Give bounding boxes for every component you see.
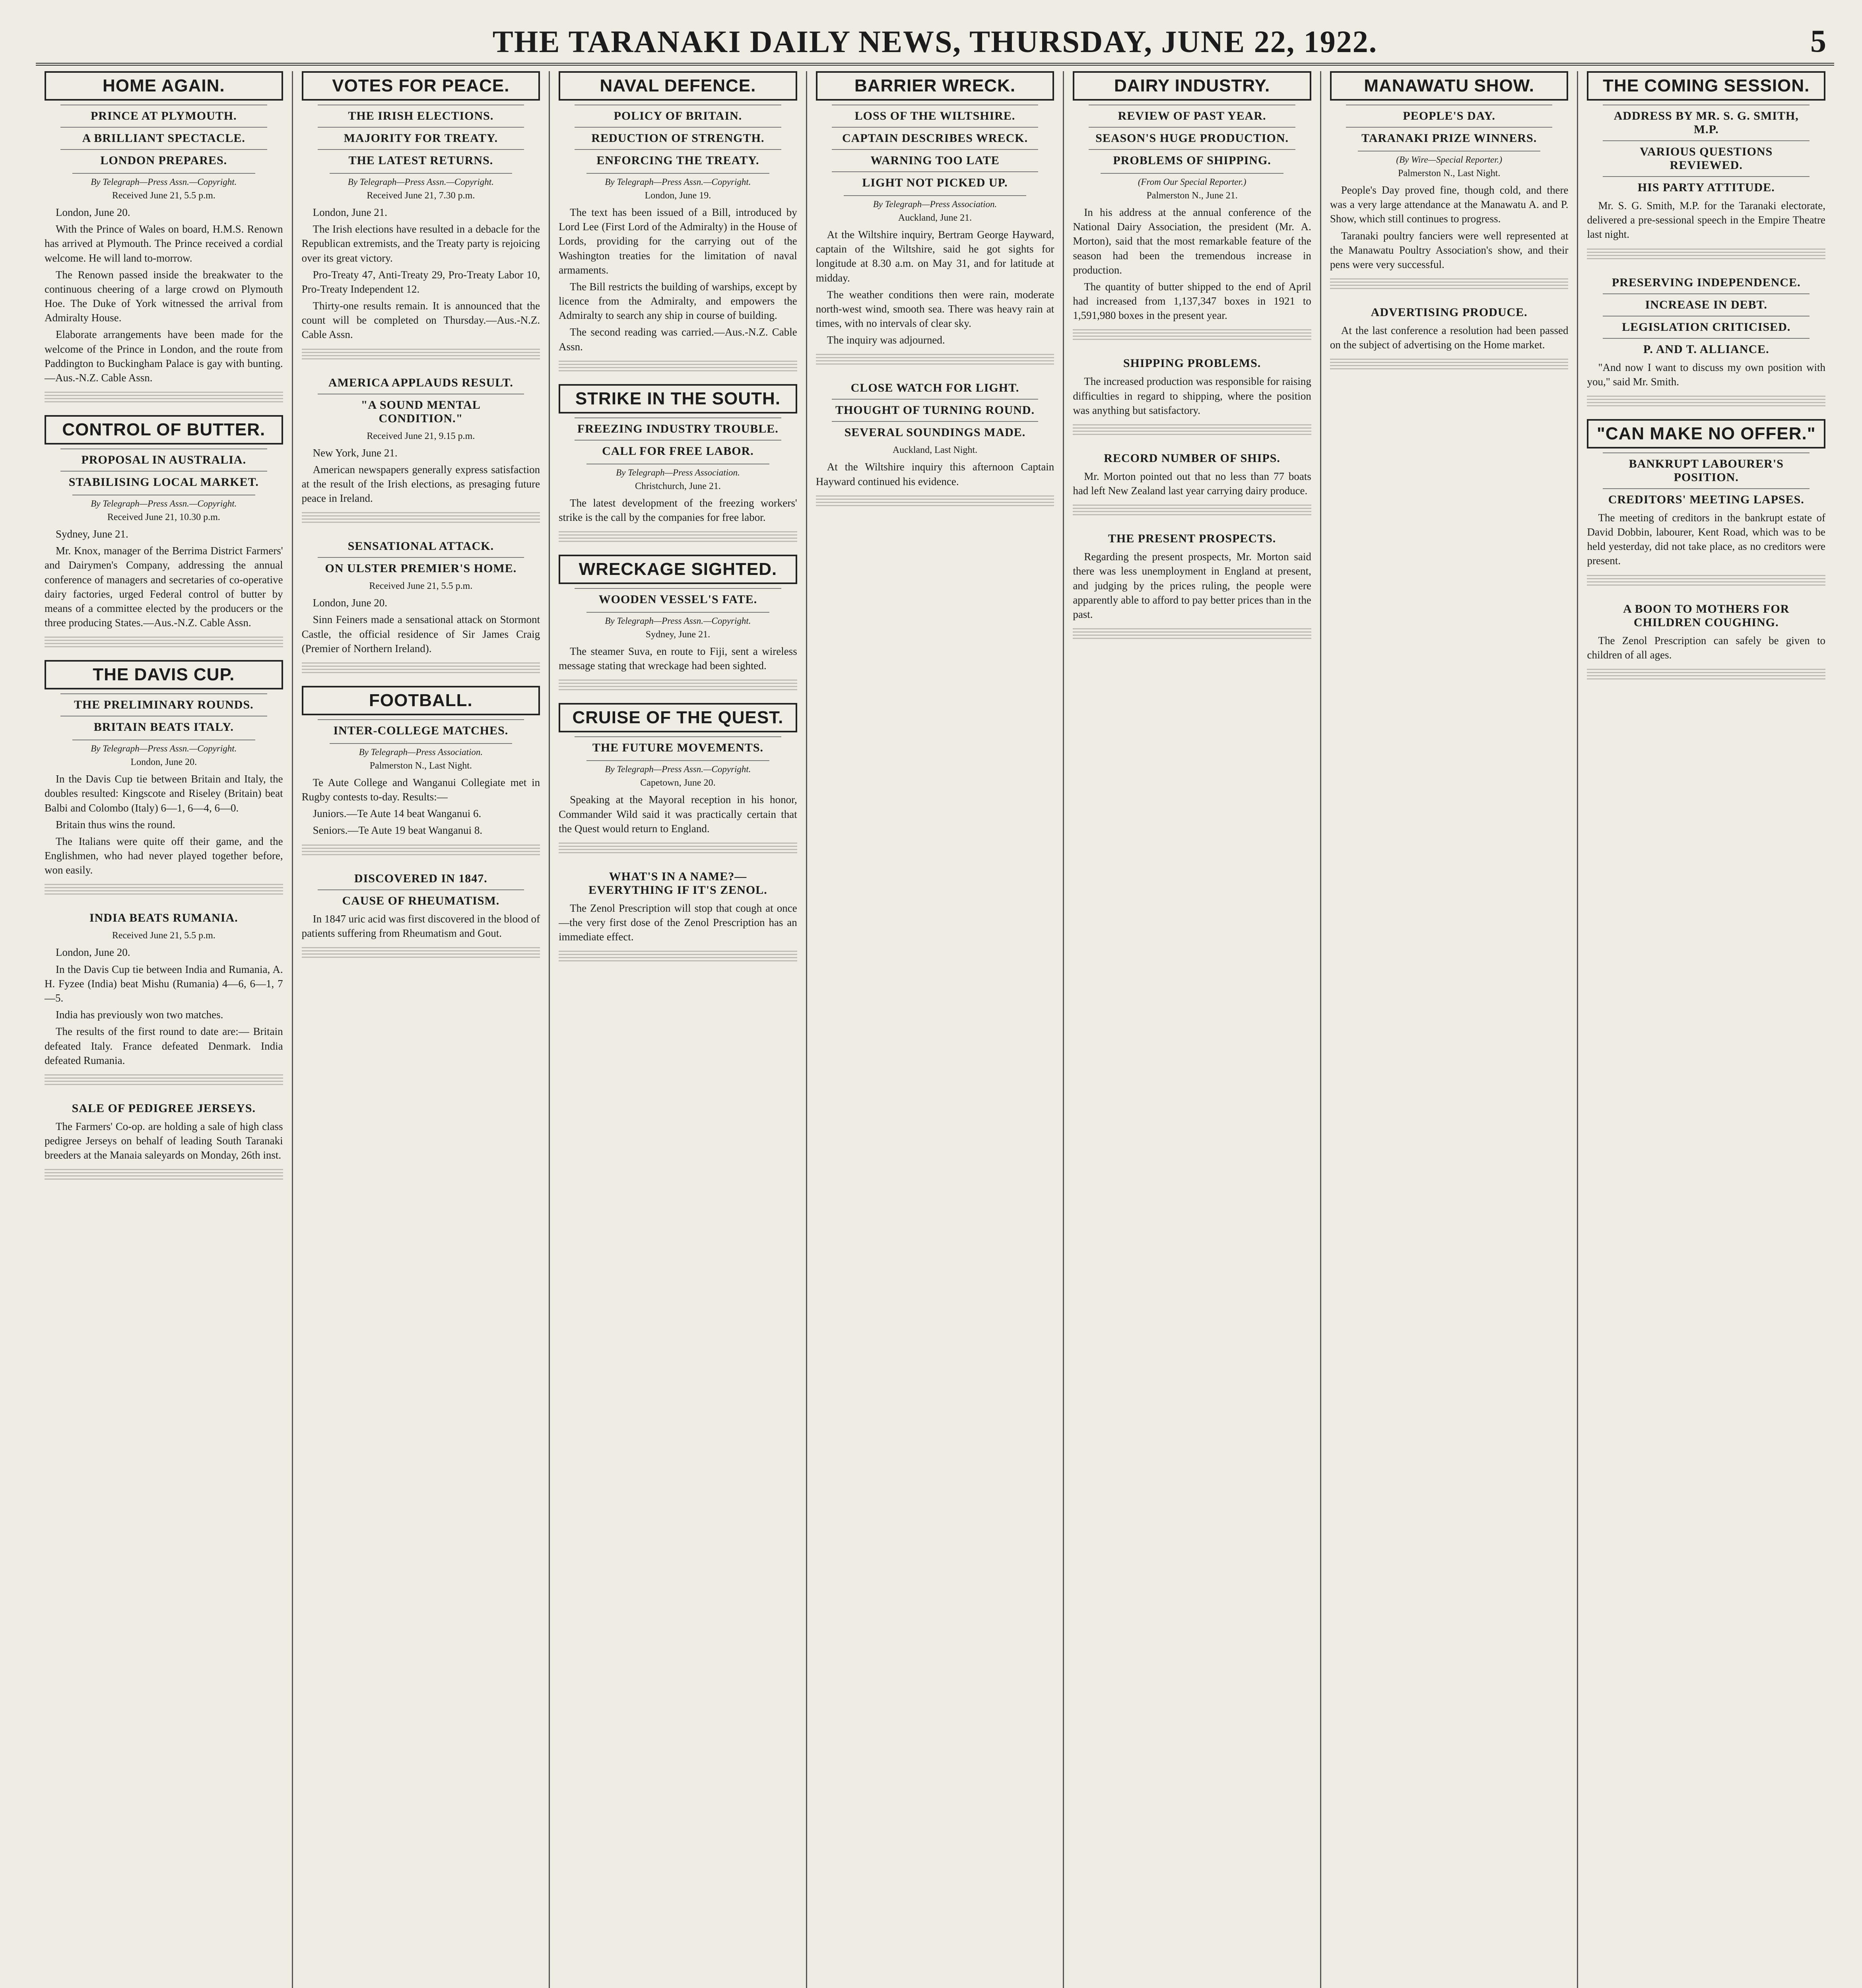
column-3 (550, 71, 807, 1988)
article-subheading: AMERICA APPLAUDS RESULT. (328, 376, 513, 389)
article-subheading: ENFORCING THE TREATY. (575, 149, 781, 171)
article-paragraph: In 1847 uric acid was first discovered in the blood of patients suffering from Rheumatism and Gout. (301, 912, 540, 939)
article-paragraph: The inquiry was adjourned. (827, 334, 945, 346)
article-received-line: Auckland, June 21. (898, 213, 972, 223)
article (45, 1098, 283, 1182)
article-paragraph: In the Davis Cup tie between Britain and Italy, the doubles resulted: Kingscote and Riseley (Britain) beat Balbi and Colombo (Italy) 6—1, 6—4, 6—0. (45, 773, 283, 814)
article-headline: DAIRY INDUSTRY. (1073, 71, 1311, 101)
column-grid (36, 71, 1834, 1988)
article (302, 868, 540, 959)
article-paragraph: India has previously won two matches. (56, 1009, 223, 1021)
article-subheading: CALL FOR FREE LABOR. (575, 440, 781, 462)
article-paragraph: London, June 20. (313, 597, 388, 609)
article-received-line: Palmerston N., Last Night. (369, 760, 472, 771)
article-paragraph: Regarding the present prospects, Mr. Morton said there was less unemployment in England at present, and judging by the prices ruling, the people were apparently able to afford to pay better prices than in the past. (1073, 551, 1311, 620)
article-paragraph: Mr. Morton pointed out that no less than 77 boats had left New Zealand last year carrying dairy produce. (1073, 470, 1311, 497)
article (559, 555, 797, 692)
article (1073, 353, 1311, 437)
body-text-block (1330, 357, 1569, 371)
article-received-line: Received June 21, 5.5 p.m. (369, 581, 473, 592)
column-1 (36, 71, 293, 1988)
article-subheading: WHAT'S IN A NAME?—EVERYTHING IF IT'S ZENOL. (588, 870, 767, 897)
article-subheading: INTER-COLLEGE MATCHES. (318, 719, 524, 742)
article-paragraph: London, June 20. (56, 946, 130, 959)
article-headline: CRUISE OF THE QUEST. (559, 703, 797, 732)
article-dateline: By Telegraph—Press Assn.—Copyright. (330, 173, 513, 189)
article (559, 384, 797, 544)
article-subheading: LIGHT NOT PICKED UP. (832, 171, 1039, 194)
article-dateline: By Telegraph—Press Assn.—Copyright. (72, 173, 255, 189)
article-subheading: SENSATIONAL ATTACK. (348, 540, 494, 553)
article (559, 71, 797, 373)
article-paragraph: London, June 21. (313, 206, 388, 218)
article-paragraph: The Farmers' Co-op. are holding a sale of high class pedigree Jerseys on behalf of leading South Taranaki breeders at the Manaia saleyards on Monday, 26th inst. (45, 1120, 283, 1161)
body-text-block (302, 945, 540, 959)
article-subheading: PEOPLE'S DAY. (1346, 105, 1553, 127)
article-headline: "CAN MAKE NO OFFER." (1587, 419, 1825, 448)
article-paragraph: At the Wiltshire inquiry, Bertram George Hayward, captain of the Wiltshire, said he got sights for longitude at 8.30 a.m. on May 31, and for latitude at midday. (815, 229, 1054, 284)
article-received-line: Capetown, June 20. (640, 778, 716, 788)
article-subheading: REDUCTION OF STRENGTH. (575, 127, 781, 149)
article-received-line: Received June 21, 5.5 p.m. (112, 190, 216, 201)
article-received-line: Palmerston N., Last Night. (1398, 168, 1501, 179)
article-headline: FOOTBALL. (302, 686, 540, 715)
article-headline: BARRIER WRECK. (816, 71, 1054, 101)
body-text-block (1073, 327, 1311, 342)
article (45, 660, 283, 896)
body-text-block (45, 1072, 283, 1087)
article-paragraph: Speaking at the Mayoral reception in his honor, Commander Wild said it was practically certain that the Quest would return to England. (559, 794, 797, 835)
article (302, 372, 540, 525)
body-text-block (45, 1167, 283, 1181)
article-subheading: LONDON PREPARES. (60, 149, 267, 171)
article-paragraph: The second reading was carried.—Aus.-N.Z. Cable Assn. (559, 326, 797, 353)
body-text-block (1587, 573, 1825, 587)
article-subheading: THE LATEST RETURNS. (318, 149, 524, 171)
article-received-line: Christchurch, June 21. (635, 481, 721, 491)
article-subheading: A BRILLIANT SPECTACLE. (60, 127, 267, 149)
body-text-block (559, 359, 797, 373)
column-2 (293, 71, 550, 1988)
article-subheading: SEASON'S HUGE PRODUCTION. (1089, 127, 1295, 149)
article-paragraph: The results of the first round to date are:— Britain defeated Italy. France defeated Denmark. India defeated Rumania. (45, 1025, 283, 1066)
body-text-block (816, 493, 1054, 508)
article-subheading: "A SOUND MENTAL CONDITION." (318, 394, 524, 429)
article-subheading: ADDRESS BY MR. S. G. SMITH, M.P. (1603, 105, 1810, 140)
article-subheading: CAPTAIN DESCRIBES WRECK. (832, 127, 1039, 149)
article-paragraph: Seniors.—Te Aute 19 beat Wanganui 8. (313, 824, 483, 837)
article (45, 71, 283, 404)
article (1587, 71, 1825, 261)
article-paragraph: With the Prince of Wales on board, H.M.S. Renown has arrived at Plymouth. The Prince received a cordial welcome. He will land to-morrow. (45, 223, 283, 264)
article-subheading: ADVERTISING PRODUCE. (1371, 306, 1528, 319)
article-dateline: (From Our Special Reporter.) (1101, 173, 1283, 189)
article (559, 703, 797, 855)
article-subheading: HIS PARTY ATTITUDE. (1603, 176, 1810, 198)
article-paragraph: Te Aute College and Wanganui Collegiate met in Rugby contests to-day. Results:— (301, 776, 540, 803)
article-headline: MANAWATU SHOW. (1330, 71, 1569, 101)
masthead-title: THE TARANAKI DAILY NEWS, THURSDAY, JUNE 22, 1922. (492, 24, 1378, 59)
article-paragraph: The steamer Suva, en route to Fiji, sent a wireless message stating that wreckage had been sighted. (559, 645, 797, 672)
body-text-block (1073, 503, 1311, 517)
column-6 (1321, 71, 1579, 1988)
body-text-block (559, 529, 797, 544)
article-paragraph: The Zenol Prescription can safely be given to children of all ages. (1587, 634, 1826, 661)
article-subheading: A BOON TO MOTHERS FOR CHILDREN COUGHING. (1623, 602, 1790, 629)
article (1073, 528, 1311, 641)
article-paragraph: American newspapers generally express satisfaction at the result of the Irish elections, as presaging future peace in Ireland. (301, 463, 540, 505)
article-paragraph: The weather conditions then were rain, moderate north-west wind, smooth sea. There was heavy rain at times, with no intervals of clear sky. (815, 288, 1054, 330)
article-paragraph: The latest development of the freezing workers' strike is the call by the companies for free labor. (559, 497, 797, 523)
article-subheading: SALE OF PEDIGREE JERSEYS. (72, 1101, 256, 1115)
article-paragraph: Sinn Feiners made a sensational attack on Stormont Castle, the official residence of Sir James Craig (Premier of Northern Ireland). (301, 613, 540, 654)
article-dateline: By Telegraph—Press Assn.—Copyright. (586, 760, 769, 776)
body-text-block (559, 841, 797, 855)
body-text-block (302, 347, 540, 361)
article-received-line: Received June 21, 9.15 p.m. (367, 431, 475, 441)
column-7 (1578, 71, 1834, 1988)
article-subheading: BRITAIN BEATS ITALY. (60, 716, 267, 738)
article-subheading: THOUGHT OF TURNING ROUND. (832, 399, 1039, 421)
body-text-block (1073, 422, 1311, 437)
article-headline: HOME AGAIN. (45, 71, 283, 101)
article (816, 377, 1054, 507)
article-paragraph: Mr. S. G. Smith, M.P. for the Taranaki electorate, delivered a pre-sessional speech in the Empire Theatre last night. (1587, 200, 1826, 241)
article-subheading: LOSS OF THE WILTSHIRE. (832, 105, 1039, 127)
article (1587, 598, 1825, 681)
article-paragraph: Taranaki poultry fanciers were well represented at the Manawatu Poultry Association's show, and their pens were very successful. (1330, 229, 1569, 270)
article (45, 907, 283, 1086)
column-5 (1064, 71, 1321, 1988)
article-paragraph: "And now I want to discuss my own position with you," said Mr. Smith. (1587, 361, 1826, 388)
article-subheading: PROBLEMS OF SHIPPING. (1089, 149, 1295, 171)
body-text-block (1587, 667, 1825, 681)
article-dateline: By Telegraph—Press Association. (330, 743, 513, 759)
article-paragraph: Thirty-one results remain. It is announced that the count will be completed on Thursday.—Aus.-N.Z. Cable Assn. (301, 300, 540, 341)
article (816, 71, 1054, 366)
article-paragraph: The Zenol Prescription will stop that cough at once—the very first dose of the Zenol Prescription has an immediate effect. (559, 902, 797, 943)
article-subheading: THE PRESENT PROSPECTS. (1108, 532, 1276, 546)
article-subheading: TARANAKI PRIZE WINNERS. (1346, 127, 1553, 149)
article-paragraph: Elaborate arrangements have been made for the welcome of the Prince in London, and the route from Paddington to Buckingham Palace is gay with bunting.—Aus.-N.Z. Cable Assn. (45, 328, 283, 384)
article-received-line: Palmerston N., June 21. (1146, 190, 1238, 201)
article (1330, 71, 1569, 291)
article-subheading: WOODEN VESSEL'S FATE. (575, 588, 781, 610)
article-subheading: P. AND T. ALLIANCE. (1603, 338, 1810, 360)
body-text-block (45, 390, 283, 404)
article (302, 686, 540, 857)
article-subheading: MAJORITY FOR TREATY. (318, 127, 524, 149)
article-paragraph: New York, June 21. (313, 447, 398, 459)
article-subheading: FREEZING INDUSTRY TROUBLE. (575, 417, 781, 440)
article-subheading: RECORD NUMBER OF SHIPS. (1104, 451, 1280, 465)
article-subheading: INCREASE IN DEBT. (1603, 293, 1810, 316)
body-text-block (45, 635, 283, 649)
article-subheading: CREDITORS' MEETING LAPSES. (1603, 488, 1810, 511)
article-paragraph: People's Day proved fine, though cold, and there was a very large attendance at the Manawatu A. and P. Show, which still continues to progress. (1330, 184, 1569, 225)
article (302, 71, 540, 361)
article-subheading: INDIA BEATS RUMANIA. (89, 911, 238, 925)
article-dateline: By Telegraph—Press Association. (586, 464, 769, 480)
article-paragraph: The text has been issued of a Bill, introduced by Lord Lee (First Lord of the Admiralty) in the House of Lords, providing for the carrying out of the Washington treaties for the limitation of naval armaments. (559, 206, 797, 276)
article-received-line: London, June 20. (130, 757, 197, 768)
article-paragraph: The Irish elections have resulted in a debacle for the Republican extremists, and the Treaty party is rejoicing over its great victory. (301, 223, 540, 264)
body-text-block (1587, 394, 1825, 408)
body-text-block (559, 949, 797, 963)
body-text-block (302, 843, 540, 857)
article-paragraph: The Renown passed inside the breakwater to the continuous cheering of a large crowd on Plymouth Hoe. The Duke of York witnessed the arrival from Admiralty House. (45, 268, 283, 324)
article-subheading: VARIOUS QUESTIONS REVIEWED. (1603, 140, 1810, 176)
article-received-line: Received June 21, 10.30 p.m. (107, 512, 220, 523)
article-paragraph: In his address at the annual conference of the National Dairy Association, the president (Mr. A. Morton), said that the most remarkable feature of the season had been the tremendous increase in production. (1073, 206, 1311, 276)
article-subheading: THE FUTURE MOVEMENTS. (575, 736, 781, 759)
body-text-block (1073, 626, 1311, 641)
article-received-line: Auckland, Last Night. (892, 445, 978, 456)
body-text-block (1330, 276, 1569, 291)
masthead-rule (36, 63, 1834, 66)
article-paragraph: The meeting of creditors in the bankrupt estate of David Dobbin, labourer, Kent Road, which was to be held yesterday, did not take place, as no creditors were present. (1587, 511, 1826, 567)
article-dateline: By Telegraph—Press Association. (844, 195, 1027, 211)
article-subheading: PROPOSAL IN AUSTRALIA. (60, 448, 267, 471)
article-received-line: Received June 21, 5.5 p.m. (112, 930, 216, 941)
article-headline: WRECKAGE SIGHTED. (559, 555, 797, 584)
article-subheading: DISCOVERED IN 1847. (354, 872, 487, 885)
article-subheading: POLICY OF BRITAIN. (575, 105, 781, 127)
body-text-block (1587, 247, 1825, 261)
article-subheading: SEVERAL SOUNDINGS MADE. (832, 421, 1039, 443)
article (559, 866, 797, 963)
article-subheading: SHIPPING PROBLEMS. (1123, 357, 1261, 370)
page-number: 5 (1810, 24, 1826, 59)
article-subheading: PRESERVING INDEPENDENCE. (1612, 276, 1801, 289)
article-headline: NAVAL DEFENCE. (559, 71, 797, 101)
article-headline: STRIKE IN THE SOUTH. (559, 384, 797, 414)
article-dateline: By Telegraph—Press Assn.—Copyright. (586, 173, 769, 189)
article-paragraph: The quantity of butter shipped to the end of April had increased from 1,137,347 boxes in 1921 to 1,591,980 boxes in the present year. (1073, 280, 1311, 322)
column-4 (807, 71, 1064, 1988)
article-subheading: THE PRELIMINARY ROUNDS. (60, 693, 267, 716)
article-subheading: ON ULSTER PREMIER'S HOME. (318, 557, 524, 579)
article-dateline: (By Wire—Special Reporter.) (1358, 151, 1541, 167)
body-text-block (816, 352, 1054, 366)
article (1587, 419, 1825, 587)
article-paragraph: Sydney, June 21. (56, 528, 128, 540)
body-text-block (302, 510, 540, 524)
article-received-line: Sydney, June 21. (645, 629, 711, 640)
article-paragraph: Juniors.—Te Aute 14 beat Wanganui 6. (313, 808, 482, 820)
article-headline: CONTROL OF BUTTER. (45, 415, 283, 445)
article (1073, 448, 1311, 517)
article-paragraph: In the Davis Cup tie between India and Rumania, A. H. Fyzee (India) beat Mishu (Rumania) 4—6, 6—1, 7—5. (45, 963, 283, 1004)
article-paragraph: Pro-Treaty 47, Anti-Treaty 29, Pro-Treaty Labor 10, Pro-Treaty Independent 12. (301, 268, 540, 295)
article-paragraph: At the last conference a resolution had been passed on the subject of advertising on the Home market. (1330, 324, 1569, 351)
article-subheading: CAUSE OF RHEUMATISM. (318, 889, 524, 912)
article-paragraph: The Bill restricts the building of warships, except by licence from the Admiralty, and empowers the Admiralty to search any ship in course of building. (559, 280, 797, 322)
article-received-line: Received June 21, 7.30 p.m. (367, 190, 475, 201)
article-paragraph: Britain thus wins the round. (56, 818, 175, 831)
article-headline: THE COMING SESSION. (1587, 71, 1825, 101)
article (45, 415, 283, 649)
article-subheading: LEGISLATION CRITICISED. (1603, 316, 1810, 338)
article (1587, 272, 1825, 408)
article-subheading: PRINCE AT PLYMOUTH. (60, 105, 267, 127)
article (1330, 302, 1569, 371)
body-text-block (559, 678, 797, 692)
article-headline: THE DAVIS CUP. (45, 660, 283, 689)
article-subheading: STABILISING LOCAL MARKET. (60, 471, 267, 493)
masthead (36, 16, 1834, 60)
body-text-block (302, 660, 540, 675)
article-paragraph: The Italians were quite off their game, and the Englishmen, who had never played together before, won easily. (45, 835, 283, 876)
article-received-line: London, June 19. (645, 190, 711, 201)
article-paragraph: The increased production was responsible for raising difficulties in regard to shipping, where the position was anything but satisfactory. (1073, 375, 1311, 416)
article-subheading: WARNING TOO LATE (832, 149, 1039, 171)
article-subheading: BANKRUPT LABOURER'S POSITION. (1603, 452, 1810, 488)
article-paragraph: At the Wiltshire inquiry this afternoon Captain Hayward continued his evidence. (815, 461, 1054, 487)
article-subheading: CLOSE WATCH FOR LIGHT. (850, 381, 1019, 395)
article (302, 536, 540, 675)
article (1073, 71, 1311, 342)
article-subheading: REVIEW OF PAST YEAR. (1089, 105, 1295, 127)
article-dateline: By Telegraph—Press Assn.—Copyright. (72, 740, 255, 755)
article-dateline: By Telegraph—Press Assn.—Copyright. (586, 612, 769, 628)
article-paragraph: London, June 20. (56, 206, 130, 218)
body-text-block (45, 882, 283, 896)
article-headline: VOTES FOR PEACE. (302, 71, 540, 101)
article-subheading: THE IRISH ELECTIONS. (318, 105, 524, 127)
article-dateline: By Telegraph—Press Assn.—Copyright. (72, 495, 255, 511)
article-paragraph: Mr. Knox, manager of the Berrima District Farmers' and Dairymen's Company, addressing the annual conference of managers and secretaries of co-operative dairy factories, urged Federal control of butter by means of a committee elected by the producers or the three producing States.—Aus.-N.Z. Cable Assn. (45, 545, 283, 629)
